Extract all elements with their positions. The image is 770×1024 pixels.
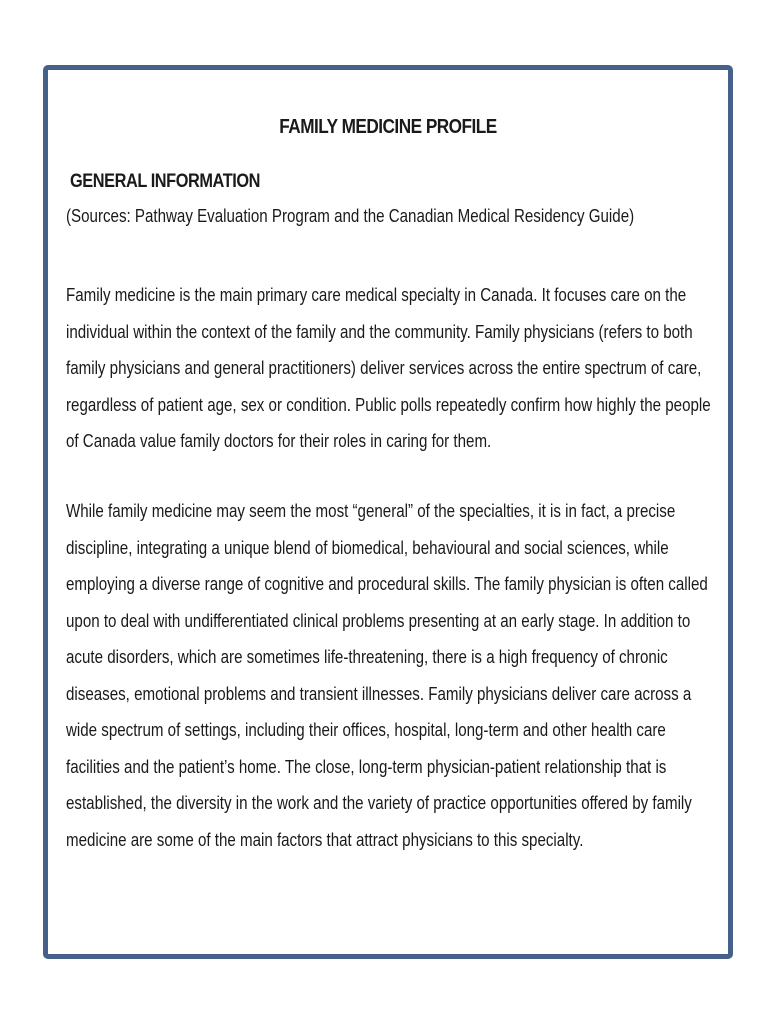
section-heading: GENERAL INFORMATION bbox=[70, 171, 261, 192]
document-frame bbox=[43, 65, 733, 959]
sources-note: (Sources: Pathway Evaluation Program and the Canadian Medical Residency Guide) bbox=[66, 206, 635, 226]
paragraph-2: While family medicine may seem the most “general” of the specialties, it is in fact, a precise discipline, integrating a unique blend of biomedical, behavioural and social sciences, while employing a diverse range of cognitive and procedural skills. The family physician is often called upon to deal with undifferentiated clinical problems presenting at an early stage. In addition to acute disorders, which are sometimes life-threatening, there is a high frequency of chronic diseases, emotional problems and transient illnesses. Family physicians deliver care across a wide spectrum of settings, including their offices, hospital, long-term and other health care facilities and the patient’s home. The close, long-term physician-patient relationship that is established, the diversity in the work and the variety of practice opportunities offered by family medicine are some of the main factors that attract physicians to this specialty. bbox=[66, 501, 708, 850]
document-title: FAMILY MEDICINE PROFILE bbox=[279, 116, 497, 138]
paragraph-1: Family medicine is the main primary care medical specialty in Canada. It focuses care on the individual within the context of the family and the community. Family physicians (refers to both family physicians and general practitioners) deliver services across the entire spectrum of care, regardless of patient age, sex or condition. Public polls repeatedly confirm how highly the people of Canada value family doctors for their roles in caring for them. bbox=[66, 285, 711, 451]
